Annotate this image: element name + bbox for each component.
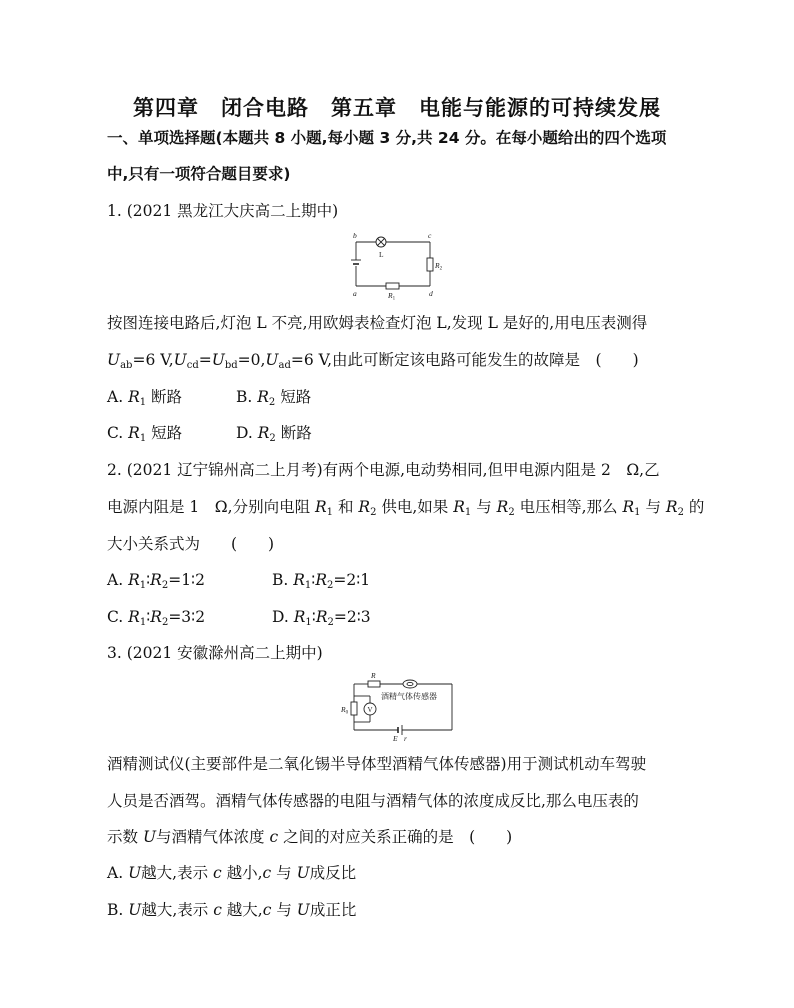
label-lamp: L (379, 250, 384, 259)
node-label-b: b (353, 231, 357, 240)
node-label-a: a (353, 289, 357, 298)
q1-option-d[interactable]: D. $R_2$ 断路 (236, 424, 312, 444)
label-sensor: 酒精气体传感器 (381, 692, 437, 701)
q1-stem-line1: 按图连接电路后,灯泡 L 不亮,用欧姆表检查灯泡 L,发现 L 是好的,用电压表测得 (107, 314, 648, 332)
q3-header: 3. (2021 安徽滁州高二上期中) (107, 644, 323, 662)
q2-stem-line2: 电源内阻是 1 Ω,分别向电阻 $R_1$ 和 $R_2$ 供电,如果 $R_1$ 与 $R_2$ 电压相等,那么 $R_1$ 与 $R_2$ 的 (107, 498, 705, 518)
label-r: R (371, 671, 376, 680)
q3-option-a[interactable]: A. U越大,表示 c 越小,c 与 U成反比 (107, 864, 357, 882)
section-heading-line1: 一、单项选择题(本题共 8 小题,每小题 3 分,共 24 分。在每小题给出的四个选项 (107, 129, 667, 147)
q2-stem-line3: 大小关系式为 ( ) (107, 535, 275, 553)
label-voltmeter: V (367, 706, 373, 714)
q3-stem-line3: 示数 U与酒精气体浓度 c 之间的对应关系正确的是 ( ) (107, 828, 513, 846)
q2-option-a[interactable]: A. $R_1∶R_2=1∶2$ (107, 571, 205, 591)
label-r0: $R_0$ (341, 705, 349, 716)
section-heading-line2: 中,只有一项符合题目要求) (107, 165, 291, 183)
node-label-d: d (429, 289, 433, 298)
q1-header: 1. (2021 黑龙江大庆高二上期中) (107, 202, 339, 220)
q1-circuit-diagram (344, 230, 444, 302)
q1-stem-line2: $U_{ab}=6$ $V,U_{cd}=U_{bd}=0,U_{ad}=6$ V,由此可断定该电路可能发生的故障是 ( ) (107, 351, 639, 371)
label-r2: $R_2$ (435, 261, 443, 272)
label-r1: $R_1$ (388, 291, 396, 302)
resistor-r1 (386, 283, 399, 289)
resistor-r0 (351, 702, 357, 715)
resistor-r2 (427, 258, 433, 271)
page-title: 第四章 闭合电路 第五章 电能与能源的可持续发展 (133, 96, 661, 120)
node-label-c: c (428, 231, 432, 240)
alcohol-sensor (403, 680, 417, 688)
q1-option-a[interactable]: A. $R_1$ 断路 (107, 388, 183, 408)
q1-option-c[interactable]: C. $R_1$ 短路 (107, 424, 183, 444)
resistor-r (368, 681, 380, 687)
q3-circuit-diagram (338, 670, 458, 742)
label-e: E (393, 734, 398, 742)
q2-stem-line1: 2. (2021 辽宁锦州高二上月考)有两个电源,电动势相同,但甲电源内阻是 2 Ω,乙 (107, 461, 660, 479)
q3-stem-line1: 酒精测试仪(主要部件是二氧化锡半导体型酒精气体传感器)用于测试机动车驾驶 (107, 755, 647, 773)
q2-option-d[interactable]: D. $R_1∶R_2=2∶3$ (272, 608, 371, 628)
q2-option-b[interactable]: B. $R_1∶R_2=2∶1$ (272, 571, 371, 591)
q3-stem-line2: 人员是否酒驾。酒精气体传感器的电阻与酒精气体的浓度成反比,那么电压表的 (107, 792, 639, 810)
label-internal-r: r (404, 734, 407, 742)
q2-option-c[interactable]: C. $R_1∶R_2=3∶2$ (107, 608, 206, 628)
q3-option-b[interactable]: B. U越大,表示 c 越大,c 与 U成正比 (107, 901, 357, 919)
q1-option-b[interactable]: B. $R_2$ 短路 (236, 388, 312, 408)
